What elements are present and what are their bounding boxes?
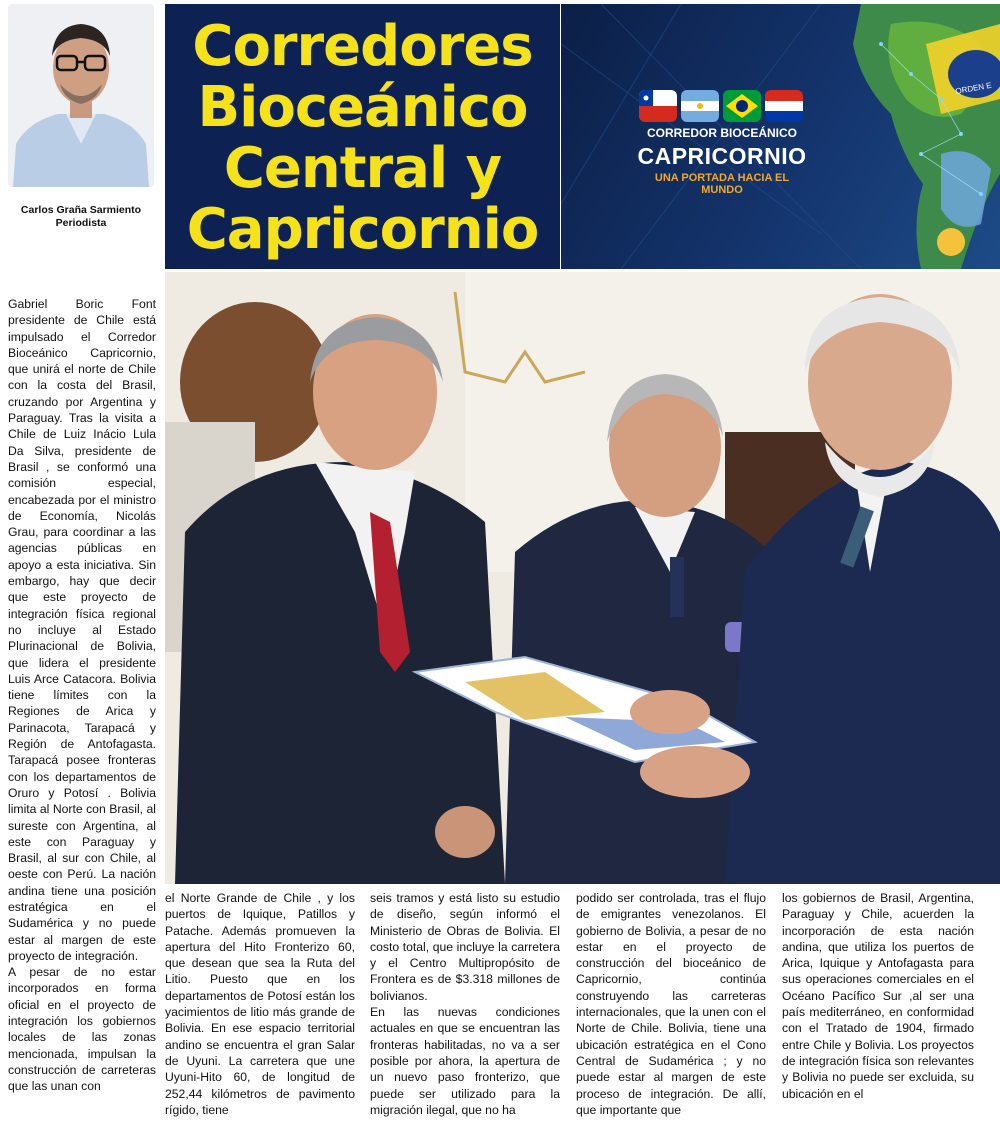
corridor-logo-banner xyxy=(561,4,1000,269)
headline: Corredores Bioceánico Central y Capricornio xyxy=(186,14,539,262)
article-column-3 xyxy=(370,890,560,1126)
article-column-1 xyxy=(8,296,156,1126)
paragraph: Gabriel Boric Font presidente de Chile está impulsado el Corredor Bioceánico Capricornio, que unirá el norte de Chile con la costa del Brasil, cruzando por Argentina y Paraguay. Tras la visita a Chile de Luiz Inácio Lula Da Silva, presidente de Brasil , se conformó una comisión especial, encabezada por el ministro de Economía, Nicolás Grau, para coordinar a las agencias públicas en apoyo a esta iniciativa. Sin embargo, hay que decir que este proyecto de integración física regional no incluye al Estado Plurinacional de Bolivia, que lidera el presidente Luis Arce Catacora. Bolivia tiene límites con la Regiones de Arica y Parinacota, Tarapacá y Región de Antofagasta. Tarapacá posee fronteras con los departamentos de Oruro y Potosí . Bolivia limita al Norte con Brasil, al sureste con Argentina, al este con Paraguay y Brasil, al sur con Chile, al oeste con Perú. La nación andina tiene una posición estratégica en el Sudamérica y no puede estar al margen de este proyecto de integración. xyxy=(8,297,156,963)
paragraph: seis tramos y está listo su estudio de diseño, según informó el Ministerio de Obras de Bolivia. El costo total, que incluye la carretera y el Centro Multipropósito de Frontera es de $3.318 millones de bolivianos. xyxy=(370,891,560,1003)
logo-line-capricornio: CAPRICORNIO xyxy=(637,143,807,169)
paragraph: A pesar de no estar incorporados en forma oficial en el proyecto de integración los gobiernos locales de las zonas mencionada, impulsan la construcción de carreteras que las unan con xyxy=(8,965,156,1094)
article-column-4 xyxy=(576,890,766,1126)
article-column-2 xyxy=(165,890,355,1126)
map-label: ORDEN E xyxy=(954,80,993,96)
article-column-5 xyxy=(782,890,974,1126)
paragraph: el Norte Grande de Chile , y los puertos de Iquique, Patillos y Patache. Además promueven la apertura del Hito Fronterizo 60, que desean que sea la Ruta del Litio. Puesto que en los departamentos de Potosí están los yacimientos de litio más grande de Bolivia. En ese espacio territorial andino se encuentra el gran Salar de Uyuni. La carretera que une Uyuni-Hito 60, de longitud de 252,44 kilómetros de pavimento rígido, tiene xyxy=(165,891,355,1117)
paragraph: podido ser controlada, tras el flujo de emigrantes venezolanos. El gobierno de Bolivia, a pesar de no estar en el proyecto de construcción del bioceánico de Capricornio, continúa construyendo las carreteras internacionales, que la unen con el Norte de Chile. Bolivia, tiene una ubicación estratégica en el Cono Central de Sudamérica ; y no puede estar al margen de este proceso de integración. De allí, que importante que xyxy=(576,891,766,1117)
author-name: Carlos Graña Sarmiento xyxy=(20,204,142,216)
brazil-flag-icon xyxy=(723,90,761,122)
author-photo xyxy=(8,4,154,187)
argentina-flag-icon xyxy=(681,90,719,122)
paraguay-flag-icon xyxy=(765,90,803,122)
main-photo xyxy=(165,272,1000,884)
presidents-meeting-image xyxy=(165,272,1000,884)
logo-tagline: UNA PORTADA HACIA EL MUNDO xyxy=(654,172,790,196)
author-role: Periodista xyxy=(55,217,107,229)
author-portrait-image xyxy=(8,4,154,187)
logo-line-corredor: CORREDOR BIOCEÁNICO xyxy=(646,126,797,140)
paragraph: En las nuevas condiciones actuales en que se encuentran las fronteras habilitadas, no va a ser posible por ahora, la apertura de un nuevo paso fronterizo, que puede ser utilizado para la migración ilegal, que no ha xyxy=(370,1005,560,1117)
paragraph: los gobiernos de Brasil, Argentina, Paraguay y Chile, acuerden la incorporación de esta nación andina, que utiliza los puertos de Arica, Iquique y Antofagasta para sus operaciones comerciales en el Océano Pacífico Sur ,al ser una país mediterráneo, en conformidad con el Tratado de 1904, firmado entre Chile y Bolivia. Los proyectos de integración física son relevantes y Bolivia no puede ser excluida, su ubicación en el xyxy=(782,891,974,1101)
headline-banner xyxy=(165,4,560,269)
chile-flag-icon xyxy=(639,90,677,122)
